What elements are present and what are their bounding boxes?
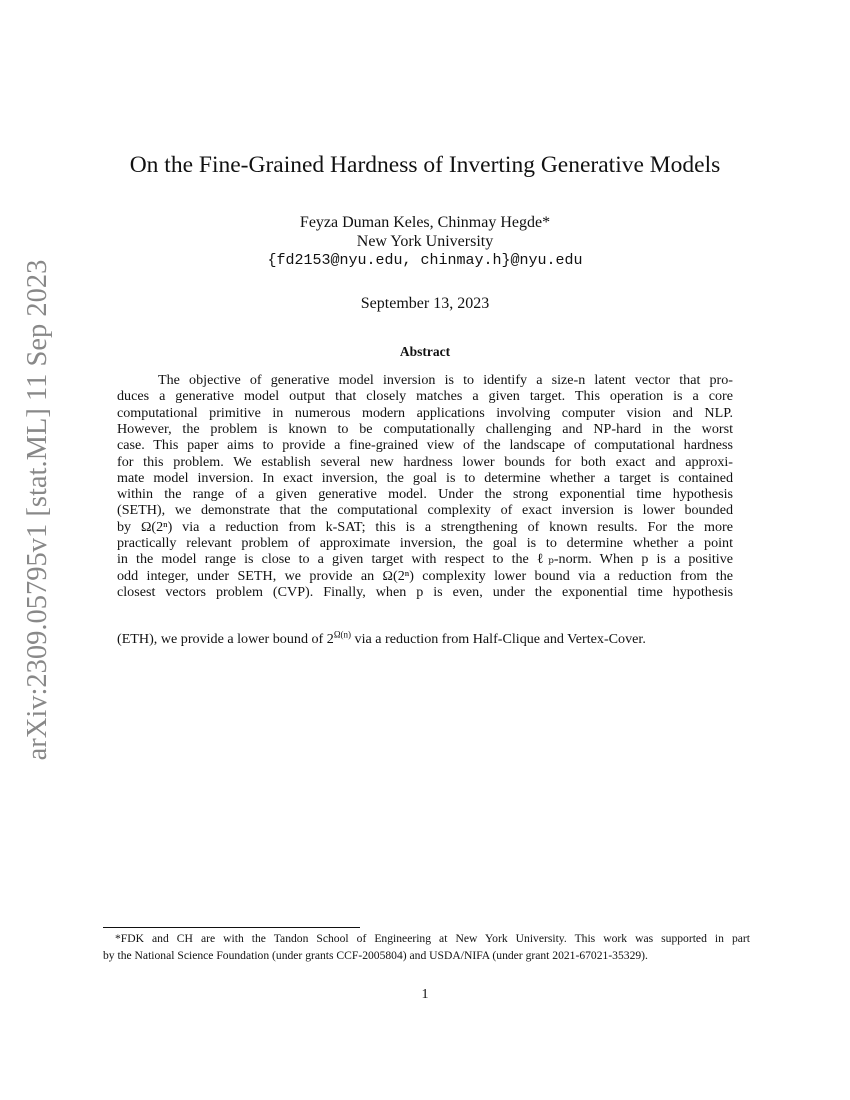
abstract-line: mate model inversion. In exact inversion, the goal is to determine whether a target is contained [117, 469, 733, 486]
authors: Feyza Duman Keles, Chinmay Hegde* [299, 214, 551, 231]
abstract-line: closest vectors problem (CVP). Finally, when p is even, under the exponential time hypothesis [117, 583, 733, 600]
abstract-line: for this problem. We establish several new hardness lower bounds for both exact and approxi- [117, 453, 733, 470]
abstract-line: computational primitive in numerous modern applications involving computer vision and NLP. [117, 404, 733, 421]
affiliation: New York University [356, 233, 494, 250]
abstract-line: by Ω(2ⁿ) via a reduction from k-SAT; this is a strengthening of known results. For the more [117, 518, 733, 535]
abstract-line: odd integer, under SETH, we provide an Ω(2ⁿ) complexity lower bound via a reduction from the [117, 567, 733, 584]
abstract-line: (SETH), we demonstrate that the computational complexity of exact inversion is lower bounded [117, 502, 733, 519]
footnote-line: by the National Science Foundation (under grants CCF-2005804) and USDA/NIFA (under grant 2021-67021-35329). [103, 949, 648, 962]
arxiv-identifier-stamp: arXiv:2309.05795v1 [stat.ML] 11 Sep 2023 [22, 259, 53, 761]
footnote-line: *FDK and CH are with the Tandon School of Engineering at New York University. This work was supported in part [115, 932, 750, 945]
abstract-heading: Abstract [399, 344, 451, 359]
abstract-line: practically relevant problem of approximate inversion, the goal is to determine whether a point [117, 535, 733, 551]
author-emails: {fd2153@nyu.edu, chinmay.h}@nyu.edu [267, 252, 583, 269]
abstract-line: duces a generative model output that closely matches a given target. This operation is a core [117, 388, 733, 405]
page-number: 1 [421, 987, 429, 1002]
abstract-line: case. This paper aims to provide a fine-grained view of the landscape of computational hardness [117, 437, 733, 454]
abstract-line [117, 631, 733, 647]
footnote-rule [103, 927, 360, 928]
abstract-line: in the model range is close to a given target with respect to the ℓₚ-norm. When p is a positive [117, 551, 733, 568]
date: September 13, 2023 [360, 295, 490, 312]
abstract-text: via a reduction from Half-Clique and Vertex-Cover. [351, 631, 646, 647]
abstract-line: within the range of a given generative model. Under the strong exponential time hypothesis [117, 486, 733, 503]
abstract-line: The objective of generative model inversion is to identify a size-n latent vector that pro- [158, 372, 733, 388]
paper-title: On the Fine-Grained Hardness of Inverting Generative Models [129, 152, 721, 178]
abstract-line: However, the problem is known to be computationally challenging and NP-hard in the worst [117, 420, 733, 437]
abstract-text: (ETH), we provide a lower bound of 2 [117, 631, 334, 647]
superscript: Ω(n) [333, 629, 352, 640]
